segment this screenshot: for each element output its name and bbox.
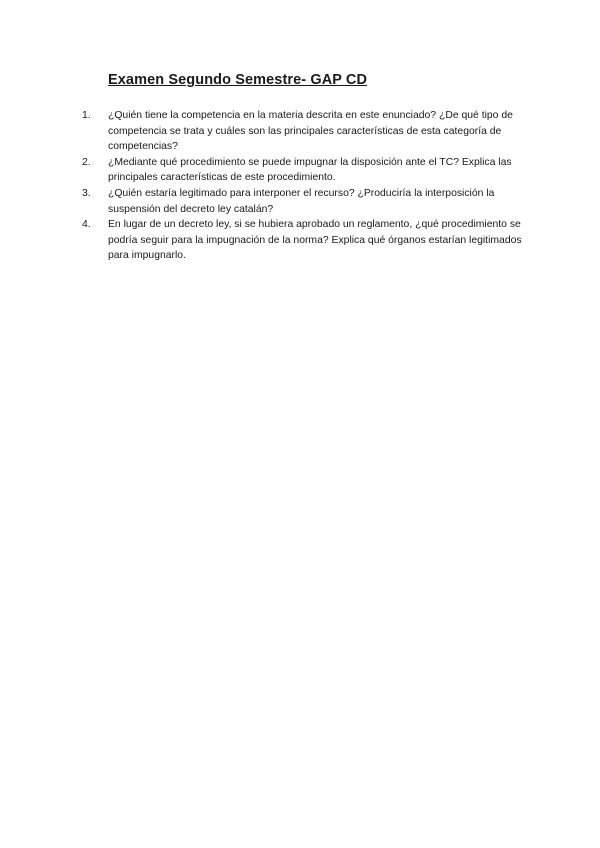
question-item-3 [82,186,528,217]
question-list [82,108,528,264]
question-text: ¿Mediante qué procedimiento se puede impugnar la disposición ante el TC? Explica las principales características de este procedimiento. [108,156,512,184]
question-item-1 [82,108,528,155]
question-text: En lugar de un decreto ley, si se hubiera aprobado un reglamento, ¿qué procedimiento se podría seguir para la impugnación de la norma? Explica qué órganos estarían legitimados para impugnarlo. [108,219,522,262]
question-item-4 [82,217,528,264]
question-number: 3. [82,187,91,199]
question-item-2 [82,155,528,186]
question-number: 2. [82,156,91,168]
question-number: 1. [82,110,91,121]
question-text: ¿Quién estaría legitimado para interponer el recurso? ¿Produciría la interposición la suspensión del decreto ley catalán? [108,187,495,215]
question-text: ¿Quién tiene la competencia en la materia descrita en este enunciado? ¿De qué tipo de competencia se trata y cuáles son las principales características de esta categoría de competencias? [108,110,513,153]
document-title: Examen Segundo Semestre- GAP CD [108,72,368,88]
question-number: 4. [82,219,91,231]
